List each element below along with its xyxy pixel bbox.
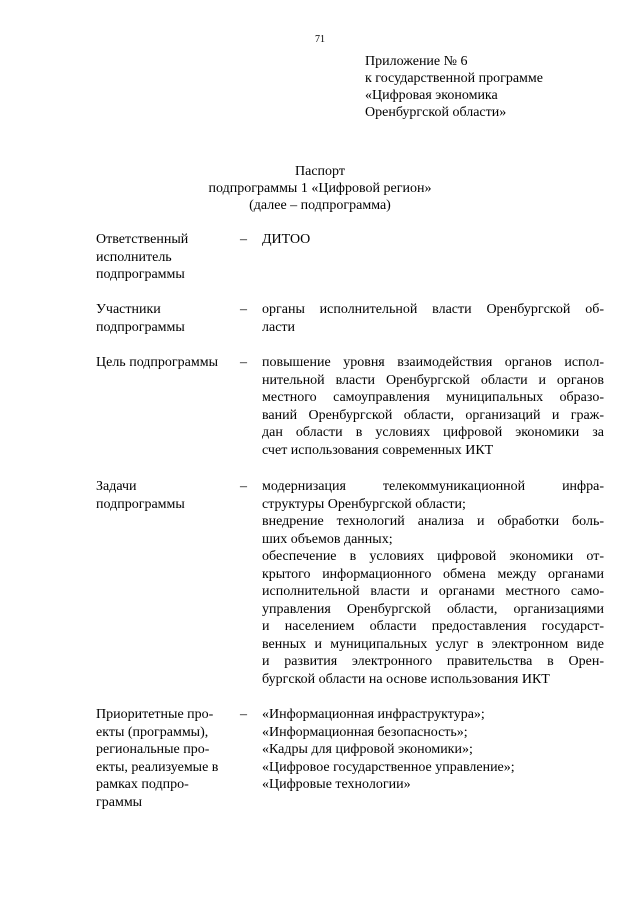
appendix-header: [365, 53, 543, 121]
row-label-line: Приоритетные про-: [96, 707, 214, 722]
row-label-line: екты, реализуемые в: [96, 759, 219, 775]
row-value-line: и развития электронного правительства в Орен-: [262, 654, 604, 669]
row-value-line: обеспечение в условиях цифровой экономики от-: [262, 549, 604, 564]
row-label: [96, 354, 246, 372]
appendix-line: Приложение № 6: [365, 54, 468, 69]
row-value-line: модернизация телекоммуникационной инфра-: [262, 479, 604, 494]
row-dash: –: [240, 707, 247, 722]
row-value: [262, 706, 604, 794]
row-value-line: и населением области предоставления государст-: [262, 619, 604, 634]
row-value-line: «Цифровое государственное управление»;: [262, 759, 515, 775]
row-value-line: внедрение технологий анализа и обработки боль-: [262, 514, 604, 529]
row-value: [262, 354, 604, 459]
appendix-line: Оренбургской области»: [365, 105, 507, 120]
row-value: [262, 301, 604, 336]
row-value-line: «Информационная безопасность»;: [262, 724, 468, 740]
row-value-line: венных и муниципальных услуг в электронном виде: [262, 636, 604, 652]
row-value-line: исполнительной власти и органами местного само-: [262, 584, 604, 599]
row-label-line: подпрограммы: [96, 319, 185, 335]
appendix-line: «Цифровая экономика: [365, 88, 498, 103]
row-label-line: Цель подпрограммы: [96, 355, 218, 370]
row-value-line: «Цифровые технологии»: [262, 777, 411, 792]
row-value-line: управления Оренбургской области, организациями: [262, 601, 604, 617]
row-value-line: «Информационная инфраструктура»;: [262, 707, 485, 722]
row-value: [262, 478, 604, 688]
row-value-line: повышение уровня взаимодействия органов испол-: [262, 355, 604, 370]
row-dash: –: [240, 232, 247, 247]
row-label-line: Задачи: [96, 479, 137, 494]
row-label-line: екты (программы),: [96, 724, 209, 740]
row-value-line: нительной власти Оренбургской области и органов: [262, 372, 604, 388]
row-value: [262, 231, 604, 249]
row-value-line: «Кадры для цифровой экономики»;: [262, 742, 473, 757]
row-dash: –: [240, 479, 247, 494]
row-dash: –: [240, 355, 247, 370]
passport-title-line: Паспорт: [295, 164, 345, 179]
row-value-line: ласти: [262, 319, 296, 335]
row-label-line: Участники: [96, 302, 161, 317]
row-label-line: Ответственный: [96, 232, 189, 247]
passport-subtitle-line: подпрограммы 1 «Цифровой регион»: [208, 181, 432, 196]
row-value-line: местного самоуправления муниципальных образо-: [262, 390, 604, 405]
appendix-line: к государственной программе: [365, 71, 543, 86]
row-value-line: счет использования современных ИКТ: [262, 442, 494, 458]
passport-title: [0, 163, 640, 214]
row-label: [96, 231, 246, 284]
row-value-line: дан области в условиях цифровой экономики за: [262, 425, 604, 440]
row-dash: –: [240, 302, 247, 317]
row-value-line: бургской области на основе использования ИКТ: [262, 671, 550, 687]
row-value-line: ДИТОО: [262, 232, 311, 247]
row-value-line: структуры Оренбургской области;: [262, 496, 466, 512]
row-value-line: ваний Оренбургской области, организаций и граж-: [262, 407, 604, 423]
row-label: [96, 301, 246, 336]
row-label-line: региональные про-: [96, 742, 210, 757]
passport-note-line: (далее – подпрограмма): [249, 198, 391, 213]
row-label-line: рамках подпро-: [96, 777, 189, 792]
row-label-line: граммы: [96, 794, 143, 810]
row-label-line: подпрограммы: [96, 267, 185, 282]
row-label: [96, 478, 246, 513]
row-value-line: органы исполнительной власти Оренбургской об-: [262, 302, 604, 317]
row-value-line: ших объемов данных;: [262, 531, 393, 547]
row-value-line: крытого информационного обмена между органами: [262, 566, 604, 582]
page-number: 71: [315, 34, 325, 45]
row-label-line: подпрограммы: [96, 496, 185, 512]
row-label: [96, 706, 246, 811]
row-label-line: исполнитель: [96, 249, 172, 265]
